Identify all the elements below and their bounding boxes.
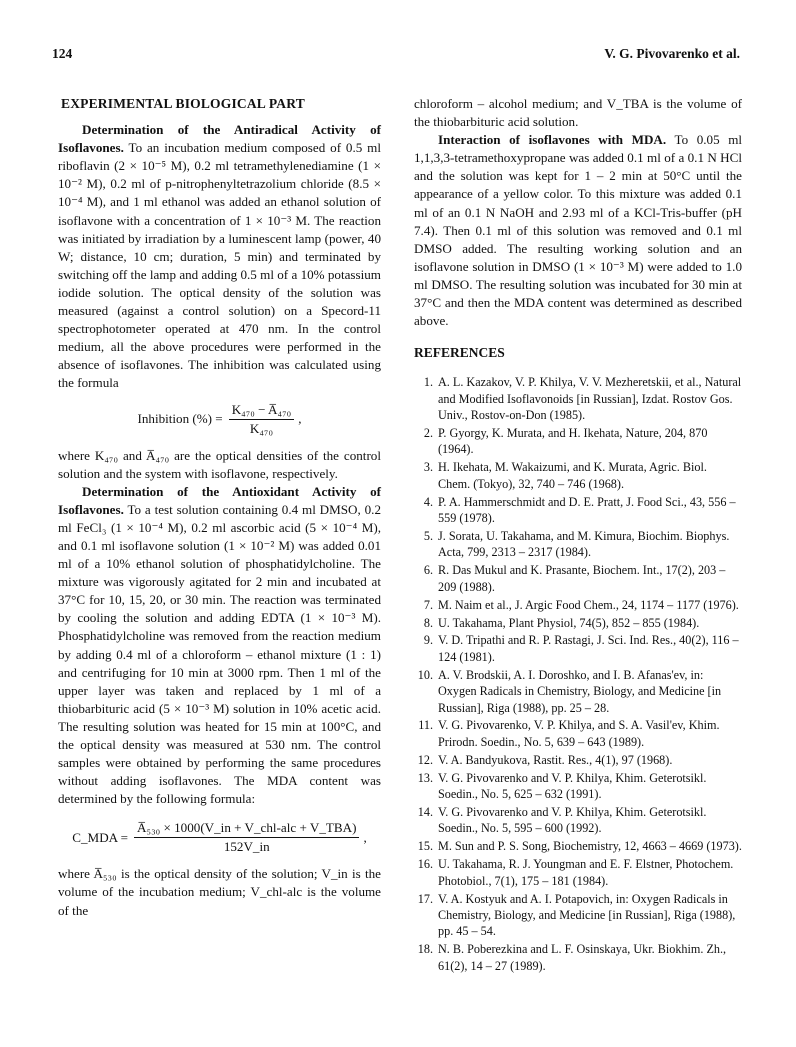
reference-text: V. G. Pivovarenko and V. P. Khilya, Khim. Geterotsikl. Soedin., No. 5, 595 – 600 (1992). <box>438 804 707 836</box>
reference-text: V. D. Tripathi and R. P. Rastagi, J. Sci. Ind. Res., 40(2), 116 – 124 (1981). <box>438 633 739 664</box>
formula-mda <box>58 820 381 855</box>
paragraph-antiradical <box>58 121 381 392</box>
page-number: 124 <box>52 46 73 61</box>
reference-item <box>414 615 742 631</box>
reference-number: 18. <box>417 942 433 957</box>
runin-heading-mda: Interaction of isoflavones with MDA. <box>438 132 667 148</box>
reference-item <box>414 804 742 837</box>
reference-text: H. Ikehata, M. Wakaizumi, and K. Murata, Agric. Biol. Chem. (Tokyo), 32, 740 – 746 (1968). <box>438 460 707 491</box>
reference-item <box>414 494 742 527</box>
references-section <box>414 344 742 974</box>
reference-text: V. A. Kostyuk and A. I. Potapovich, in: Oxygen Radicals in Chemistry, Biology, and Medicine [in Russian], Riga (1988), pp. 45 – 54. <box>438 891 736 939</box>
reference-number: 10. <box>417 667 433 682</box>
reference-item <box>414 597 742 613</box>
runin-heading-antioxidant: Determination of the Antioxidant Activity of Isoflavones. <box>58 483 381 517</box>
paragraph-text: To an incubation medium composed of 0.5 ml riboflavin (2 × 10⁻⁵ M), 0.2 ml tetramethylenediamine (1 × 10⁻² M), 0.2 ml of p-nitrophenyltetrazolium chloride (8.5 × 10⁻⁴ M), and 1 ml ethanol was added an ethanol solution of isoflavone with a concentration of 1 × 10⁻³ M. The reaction was initiated by irradiation by a luminescent lamp (power, 40 W; distance, 10 cm; duration, 5 min) and terminated by switching off the lamp and adding 0.5 ml of a 10% potassium iodide solution. The optical density of the solution was measured (against a control solution) on a Specord-11 spectrophotometer operated at 470 nm. In the control medium, all the above procedures were performed in the absence of isoflavones. The inhibition was calculated using the formula <box>58 140 381 391</box>
reference-number: 16. <box>417 857 433 872</box>
left-column <box>58 95 381 920</box>
reference-text: A. L. Kazakov, V. P. Khilya, V. V. Mezheretskii, et al., Natural and Modified Isoflavonoids [in Russian], Izdat. Rostov Gos. Univ., Rostov-on-Don (1985). <box>438 375 742 423</box>
reference-item <box>414 425 742 458</box>
reference-item <box>414 374 742 423</box>
reference-text: P. A. Hammerschmidt and D. E. Pratt, J. Food Sci., 43, 556 – 559 (1978). <box>438 494 736 526</box>
reference-number: 14. <box>417 804 433 819</box>
paragraph-continued: chloroform – alcohol medium; and V_TBA is the volume of the thiobarbituric acid solution. <box>414 96 742 130</box>
fraction <box>134 820 359 855</box>
runin-heading-antiradical: Determination of the Antiradical Activity of Isoflavones. <box>58 122 381 156</box>
reference-list <box>414 374 742 974</box>
reference-text: R. Das Mukul and K. Prasante, Biochem. Int., 17(2), 203 – 209 (1988). <box>438 563 726 594</box>
fraction-numerator: A̅₅₃₀ × 1000(V_in + V_chl-alc + V_TBA) <box>134 820 359 838</box>
reference-text: A. V. Brodskii, A. I. Doroshko, and I. B. Afanas'ev, in: Oxygen Radicals in Chemistry, Biology, and Medicine [in Russian], Riga (1988), pp. 25 – 28. <box>438 667 722 715</box>
reference-item <box>414 770 742 803</box>
formula-lhs: C_MDA = <box>72 829 129 845</box>
reference-number: 3. <box>423 460 433 475</box>
paragraph-text: To a test solution containing 0.4 ml DMSO, 0.2 ml FeCl₃ (1 × 10⁻⁴ M), 0.2 ml ascorbic acid (5 × 10⁻⁴ M), and 0.1 ml isoflavone solution (1 × 10⁻² M) was added 0.01 ml of a 10% ethanol solution of phosphatidylcholine. The mixture was vigorously agitated for 2 min and incubated at 37°C for 10, 15, 20, or 30 min. The reaction was terminated by cooling the solution and adding EDTA (1 × 10⁻³ M). Phosphatidylcholine was removed from the reaction medium by adding 0.4 ml of a chloroform – ethanol mixture (1 : 1) and centrifuging for 10 min at 3000 rpm. Then 1 ml of the upper layer was taken and replaced by 1 ml of a thiobarbituric acid (5 × 10⁻³ M) solution in 10% acetic acid. The resulting solution was heated for 15 min at 100°C, and the optical density was measured at 530 nm. The control samples were obtained by performing the same procedures without adding isoflavones. The MDA content was determined by the following formula: <box>58 501 381 807</box>
reference-number: 7. <box>423 597 433 612</box>
reference-item <box>414 459 742 492</box>
reference-number: 11. <box>418 718 433 733</box>
reference-text: N. B. Poberezkina and L. F. Osinskaya, Ukr. Biokhim. Zh., 61(2), 14 – 27 (1989). <box>438 942 727 973</box>
reference-item <box>414 717 742 750</box>
reference-text: U. Takahama, Plant Physiol, 74(5), 852 – 855 (1984). <box>438 615 700 630</box>
section-title: EXPERIMENTAL BIOLOGICAL PART <box>61 96 305 111</box>
reference-number: 9. <box>423 633 433 648</box>
reference-text: M. Naim et al., J. Argic Food Chem., 24, 1174 – 1177 (1976). <box>438 597 739 612</box>
reference-item <box>414 667 742 716</box>
reference-item <box>414 941 742 974</box>
reference-text: P. Gyorgy, K. Murata, and H. Ikehata, Nature, 204, 870 (1964). <box>438 426 708 457</box>
reference-number: 1. <box>423 375 433 390</box>
right-column <box>414 95 742 974</box>
reference-text: J. Sorata, U. Takahama, and M. Kimura, Biochim. Biophys. Acta, 799, 2313 – 2317 (1984). <box>438 528 730 560</box>
reference-number: 2. <box>423 426 433 441</box>
reference-item <box>414 752 742 768</box>
reference-text: M. Sun and P. S. Song, Biochemistry, 12, 4663 – 4669 (1973). <box>438 839 742 854</box>
formula-punctuation: , <box>363 829 367 845</box>
reference-number: 17. <box>417 891 433 906</box>
paragraph-where-1: where K₄₇₀ and A̅₄₇₀ are the optical densities of the control solution and the system with isoflavone, respectively. <box>58 447 381 481</box>
reference-text: V. G. Pivovarenko, V. P. Khilya, and S. A. Vasil'ev, Khim. Prirodn. Soedin., No. 5, 639 – 643 (1989). <box>438 718 720 749</box>
reference-item <box>414 891 742 940</box>
reference-text: U. Takahama, R. J. Youngman and E. F. Elstner, Photochem. Photobiol., 7(1), 175 – 181 (1984). <box>438 857 734 888</box>
reference-number: 4. <box>423 494 433 509</box>
page-header <box>52 46 740 70</box>
paragraph-antioxidant <box>58 483 381 809</box>
reference-item <box>414 562 742 595</box>
running-head-authors: V. G. Pivovarenko et al. <box>604 46 740 61</box>
fraction-denominator: 152V_in <box>223 839 270 855</box>
fraction-numerator: K₄₇₀ − A̅₄₇₀ <box>229 402 295 420</box>
reference-number: 15. <box>417 839 433 854</box>
fraction-denominator: K₄₇₀ <box>249 420 274 436</box>
paragraph-where-2: where A̅₅₃₀ is the optical density of the solution; V_in is the volume of the incubation medium; V_chl-alc is the volume of the <box>58 866 381 918</box>
reference-item <box>414 856 742 889</box>
formula-lhs: Inhibition (%) = <box>137 410 223 426</box>
reference-number: 5. <box>423 528 433 543</box>
formula-punctuation: , <box>298 410 302 426</box>
reference-item <box>414 632 742 665</box>
reference-item <box>414 528 742 561</box>
formula-inhibition <box>58 402 381 437</box>
reference-number: 8. <box>423 615 433 630</box>
paragraph-mda-interaction <box>414 131 742 330</box>
reference-item <box>414 838 742 854</box>
reference-text: V. G. Pivovarenko and V. P. Khilya, Khim. Geterotsikl. Soedin., No. 5, 625 – 632 (1991). <box>438 770 707 802</box>
fraction <box>229 402 295 437</box>
paragraph-text: To 0.05 ml 1,1,3,3-tetramethoxypropane was added 0.1 ml of a 0.1 N HCl and the solution was kept for 1 – 2 min at 50°C until the appearance of a yellow color. To this mixture was added 0.1 ml of an 0.1 N NaOH and 2.93 ml of a KCl-Tris-buffer (pH 7.4). Then 0.1 ml of this solution was removed and 0.1 ml DMSO added. The resulting working solution and an isoflavone solution in DMSO (1 × 10⁻³ M) were added to 1.0 ml DMSO. The resulting solution was incubated for 30 min at 37°C and then the MDA content was determined as described above. <box>414 132 743 329</box>
reference-number: 13. <box>417 770 433 785</box>
reference-number: 6. <box>423 563 433 578</box>
reference-text: V. A. Bandyukova, Rastit. Res., 4(1), 97 (1968). <box>438 752 673 767</box>
references-title: REFERENCES <box>414 345 505 361</box>
reference-number: 12. <box>417 752 433 767</box>
